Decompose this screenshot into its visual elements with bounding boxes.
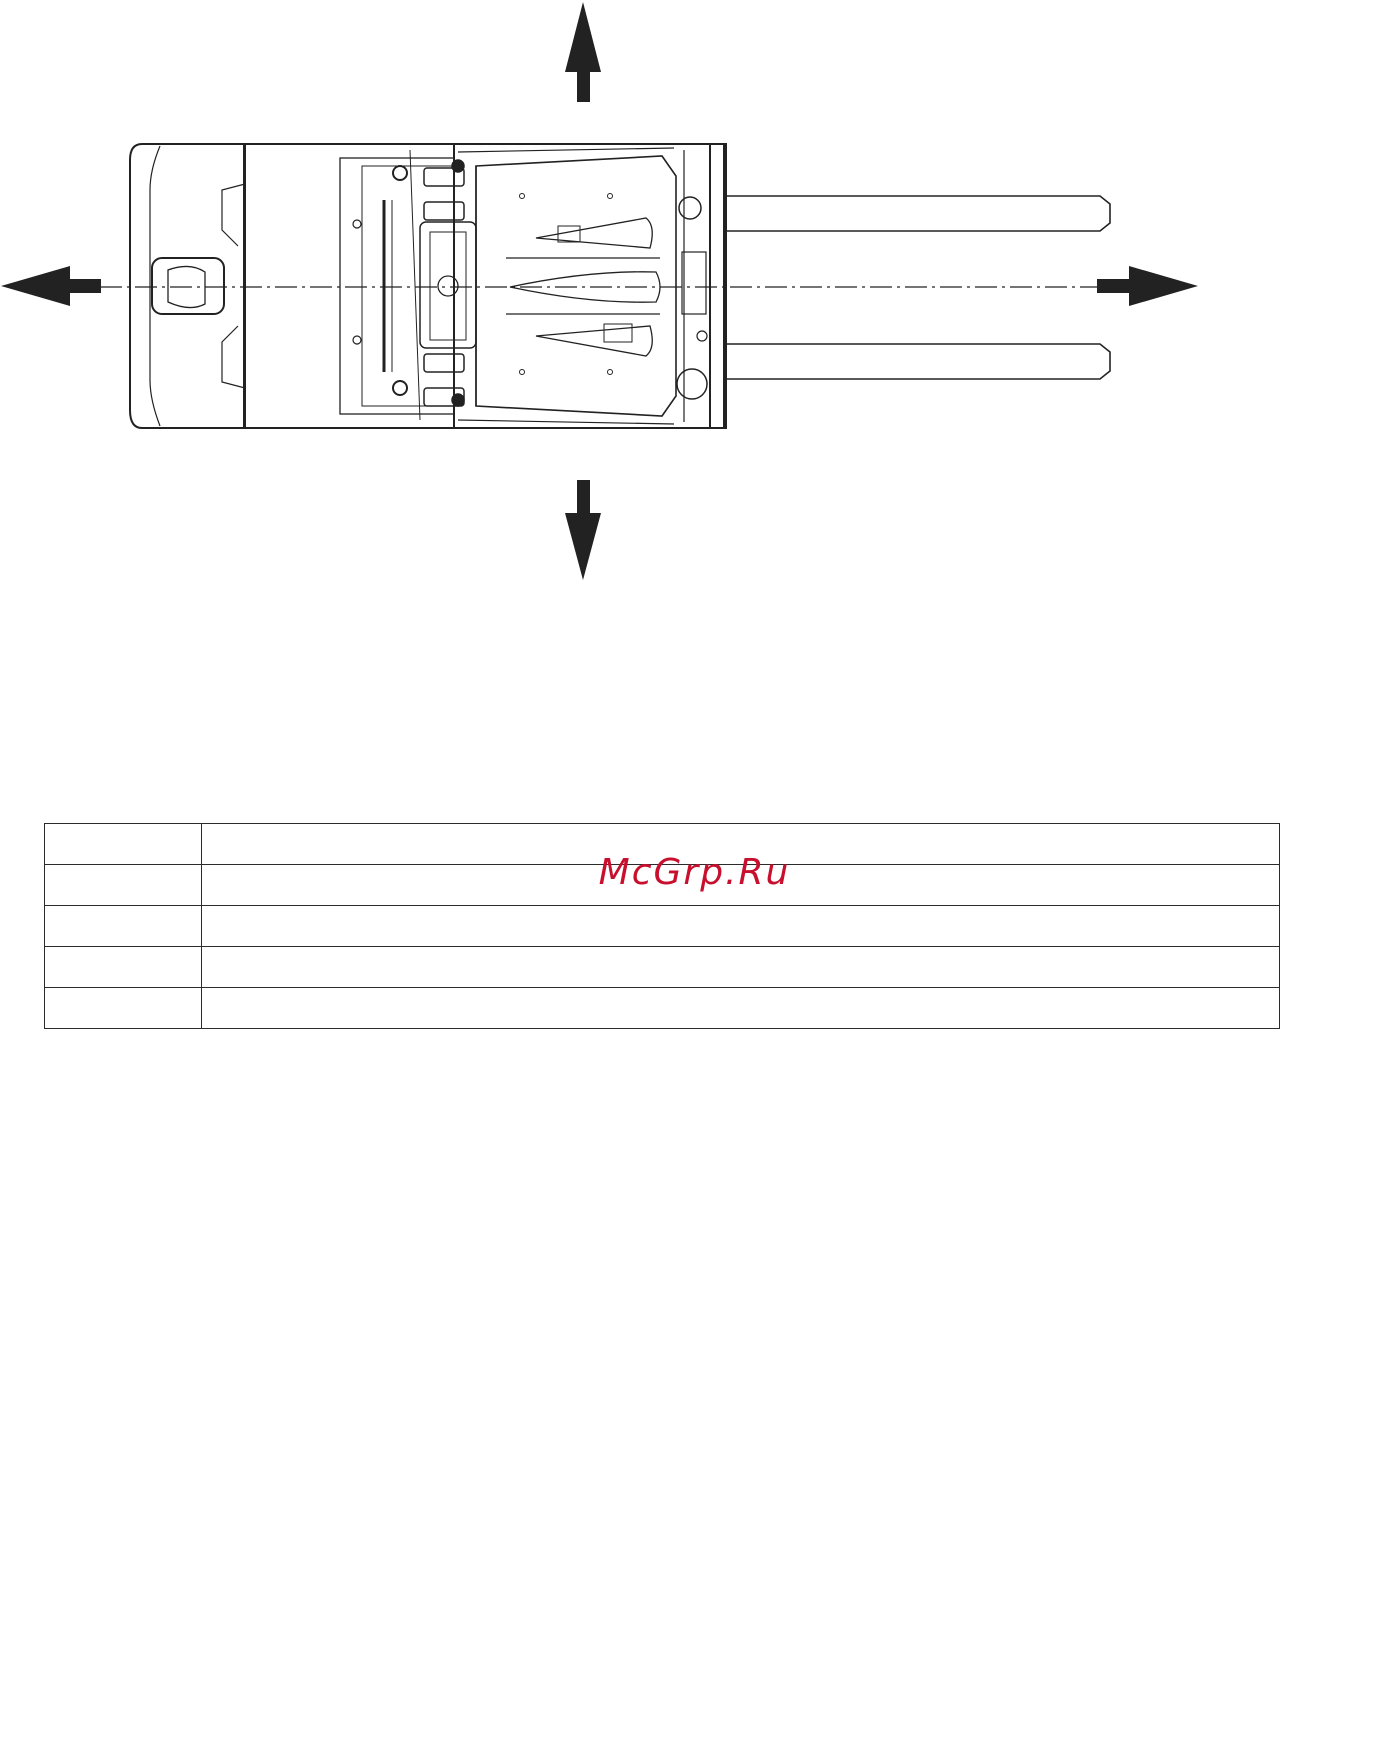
operator-compartment	[244, 144, 454, 428]
table-cell-label	[45, 988, 202, 1029]
arrow-down-icon	[565, 480, 601, 580]
table-cell-value	[202, 947, 1280, 988]
arrow-left-icon	[1, 266, 101, 306]
arrow-right-icon	[1097, 266, 1198, 306]
table-cell-label	[45, 947, 202, 988]
drive-wheels	[410, 150, 476, 420]
table-row	[45, 988, 1280, 1029]
table-cell-label	[45, 906, 202, 947]
table-row	[45, 947, 1280, 988]
table-cell-value	[202, 988, 1280, 1029]
counterweight	[130, 144, 245, 428]
forklift-diagram	[0, 0, 1389, 600]
mast	[684, 144, 726, 428]
table-cell-value	[202, 906, 1280, 947]
arrow-up-icon	[565, 2, 601, 102]
watermark: McGrp.Ru	[598, 852, 791, 893]
table-row	[45, 906, 1280, 947]
